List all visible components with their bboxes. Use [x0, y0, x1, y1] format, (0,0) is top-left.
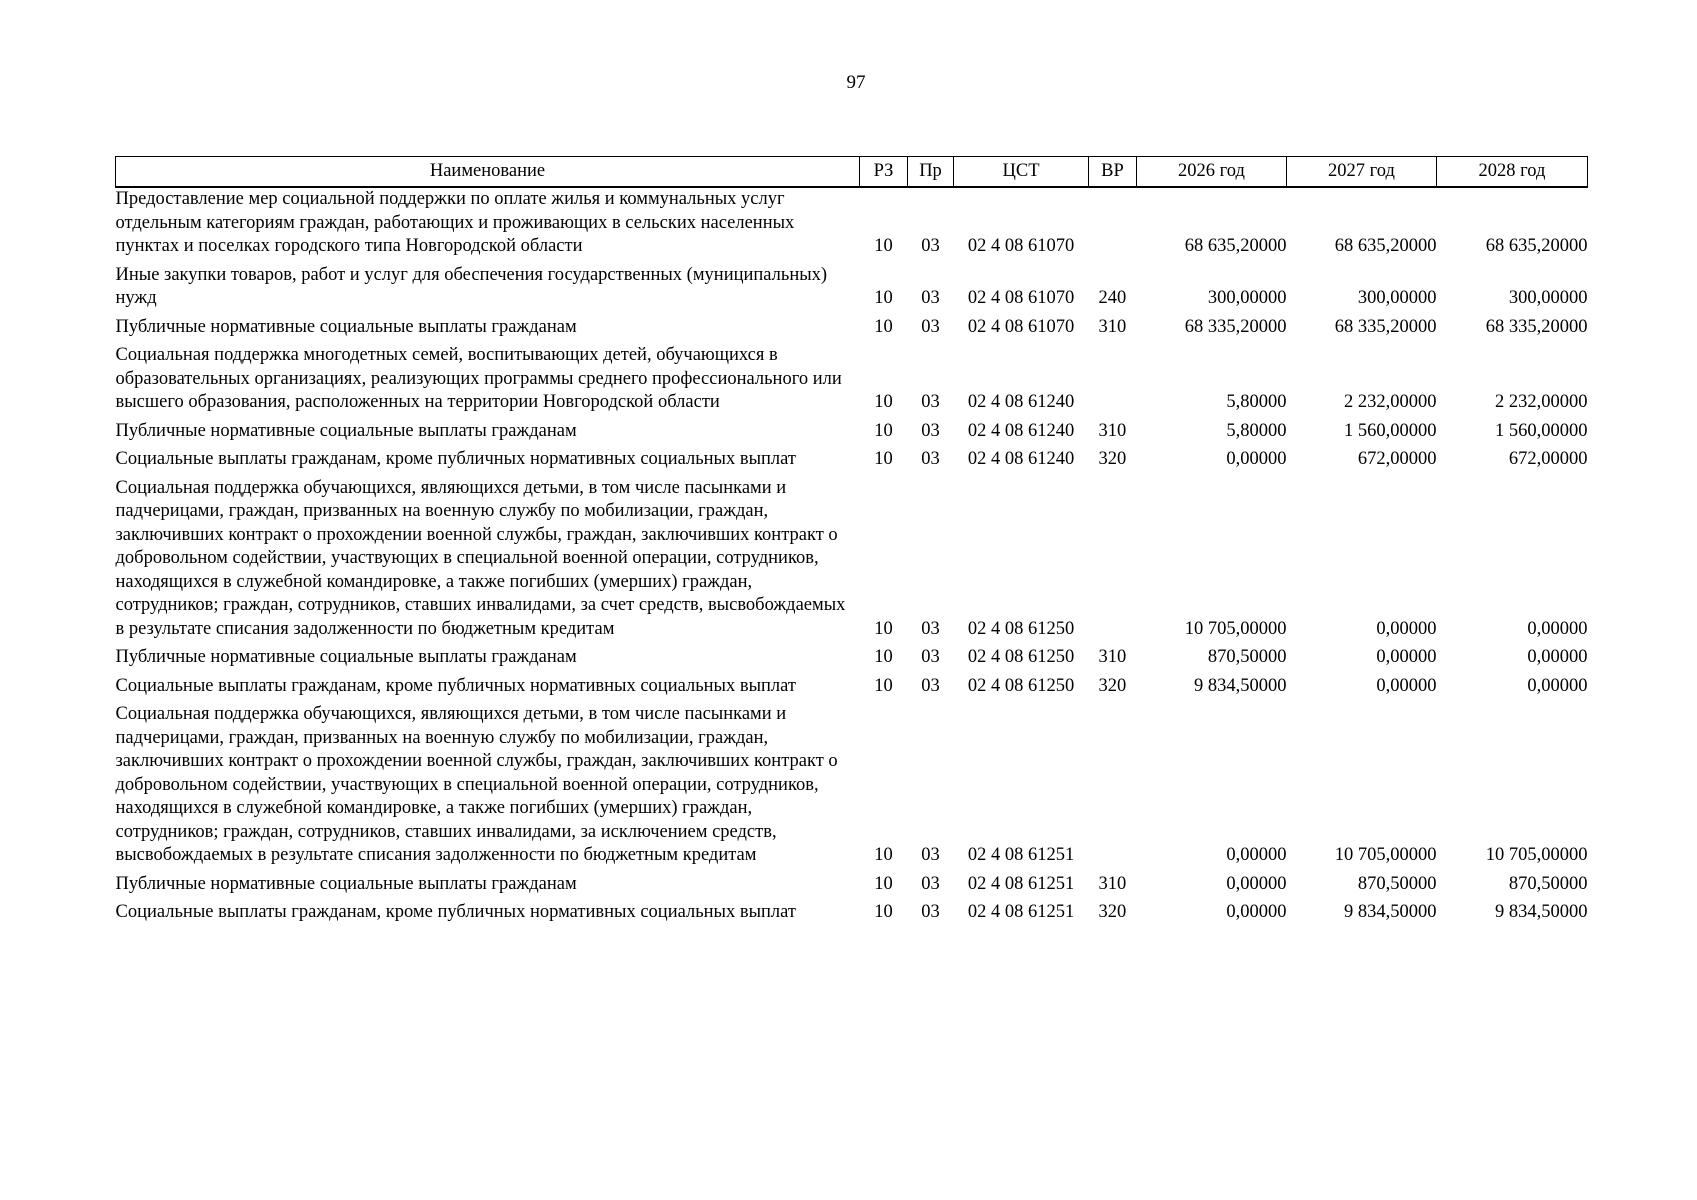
row-vr: 310	[1098, 873, 1127, 894]
row-rz: 10	[874, 316, 893, 337]
row-pr: 03	[921, 845, 940, 865]
row-pr: 03	[921, 449, 940, 469]
row-cst: 02 4 08 61250	[967, 618, 1075, 639]
row-2028: 9 834,50000	[1495, 902, 1588, 922]
row-2026: 68 635,20000	[1184, 236, 1287, 256]
row-cst: 02 4 08 61251	[967, 845, 1075, 865]
table-row	[116, 316, 1588, 345]
row-2028: 870,50000	[1508, 873, 1588, 894]
row-2027: 2 232,00000	[1344, 392, 1437, 412]
header-cst: ЦСТ	[954, 157, 1089, 188]
row-pr: 03	[921, 236, 940, 256]
row-2026: 0,00000	[1226, 902, 1287, 922]
row-2026: 300,00000	[1207, 288, 1287, 308]
header-name: Наименование	[116, 157, 860, 188]
row-vr: 310	[1098, 316, 1127, 337]
row-pr: 03	[921, 675, 940, 696]
row-rz: 10	[874, 902, 893, 922]
table-row	[116, 264, 1588, 316]
budget-table	[115, 156, 1588, 930]
row-2028: 0,00000	[1527, 675, 1588, 696]
row-2027: 9 834,50000	[1344, 902, 1437, 922]
table-row	[116, 477, 1588, 647]
row-2028: 2 232,00000	[1495, 392, 1588, 412]
row-rz: 10	[874, 675, 893, 696]
row-rz: 10	[874, 873, 893, 894]
row-2028: 1 560,00000	[1495, 420, 1588, 441]
row-2028: 0,00000	[1527, 618, 1588, 639]
row-pr: 03	[921, 420, 940, 441]
row-vr	[1089, 187, 1137, 264]
row-2026: 10 705,00000	[1184, 618, 1287, 639]
row-name: Предоставление мер социальной поддержки по оплате жилья и коммунальных услуг отдельным категориям граждан, работающих и проживающих в сельских населенных пунктах и поселках городского типа Новгородской области	[115, 189, 795, 256]
row-name: Публичные нормативные социальные выплаты гражданам	[115, 420, 577, 441]
row-2028: 68 635,20000	[1485, 236, 1588, 256]
row-cst: 02 4 08 61250	[967, 675, 1075, 696]
header-pr: Пр	[908, 157, 954, 188]
row-name: Социальные выплаты гражданам, кроме публичных нормативных социальных выплат	[115, 675, 796, 696]
row-cst: 02 4 08 61070	[967, 236, 1075, 256]
table-row	[116, 420, 1588, 449]
row-cst: 02 4 08 61070	[967, 288, 1075, 308]
row-2027: 300,00000	[1357, 288, 1437, 308]
row-2026: 5,80000	[1226, 392, 1287, 412]
table-row	[116, 187, 1588, 264]
row-cst: 02 4 08 61070	[967, 316, 1075, 337]
row-vr	[1089, 344, 1137, 420]
row-2026: 870,50000	[1207, 647, 1287, 667]
row-rz: 10	[874, 647, 893, 667]
row-vr: 310	[1098, 647, 1127, 667]
row-cst: 02 4 08 61251	[967, 873, 1075, 894]
row-2027: 10 705,00000	[1334, 845, 1437, 865]
table-row	[116, 646, 1588, 675]
row-cst: 02 4 08 61250	[967, 647, 1075, 667]
row-vr: 320	[1098, 675, 1127, 696]
row-rz: 10	[874, 392, 893, 412]
row-2026: 0,00000	[1226, 845, 1287, 865]
row-2028: 672,00000	[1508, 449, 1588, 469]
row-2026: 0,00000	[1226, 873, 1287, 894]
row-2026: 68 335,20000	[1184, 316, 1287, 337]
row-pr: 03	[921, 902, 940, 922]
header-2027: 2027 год	[1287, 157, 1437, 188]
row-rz: 10	[874, 236, 893, 256]
row-name: Социальная поддержка многодетных семей, воспитывающих детей, обучающихся в образовательных организациях, реализующих программы среднего профессионального или высшего образования, расположенных на территории Новгородской области	[115, 345, 842, 412]
row-name: Социальные выплаты гражданам, кроме публичных нормативных социальных выплат	[115, 902, 796, 922]
table-row	[116, 703, 1588, 873]
row-vr: 240	[1098, 288, 1127, 308]
row-vr	[1089, 477, 1137, 647]
row-rz: 10	[874, 420, 893, 441]
budget-table-wrapper	[115, 156, 1587, 930]
row-pr: 03	[921, 647, 940, 667]
row-name: Публичные нормативные социальные выплаты гражданам	[115, 873, 577, 894]
row-name: Иные закупки товаров, работ и услуг для обеспечения государственных (муниципальных) нужд	[115, 264, 828, 308]
row-2026: 0,00000	[1226, 449, 1287, 469]
table-row	[116, 901, 1588, 930]
row-vr: 320	[1098, 902, 1127, 922]
row-vr: 320	[1098, 449, 1127, 469]
row-vr	[1089, 703, 1137, 873]
row-name: Социальная поддержка обучающихся, являющихся детьми, в том числе пасынками и падчерицами, граждан, призванных на военную службу по мобилизации, граждан, заключивших контракт о прохождении военной службы, граждан, заключивших контракт о добровольном содействии, участвующих в специальной военной операции, сотрудников, находящихся в служебной командировке, а также погибших (умерших) граждан, сотрудников; граждан, сотрудников, ставших инвалидами, за счет средств, высвобождаемых в результате списания задолженности по бюджетным кредитам	[115, 477, 846, 639]
table-row	[116, 675, 1588, 704]
row-2027: 0,00000	[1376, 647, 1437, 667]
row-pr: 03	[921, 392, 940, 412]
table-row	[116, 873, 1588, 902]
row-2026: 5,80000	[1226, 420, 1287, 441]
row-cst: 02 4 08 61251	[967, 902, 1075, 922]
row-vr: 310	[1098, 420, 1127, 441]
row-2027: 870,50000	[1357, 873, 1437, 894]
header-2028: 2028 год	[1437, 157, 1588, 188]
table-header-row	[116, 157, 1588, 188]
row-pr: 03	[921, 618, 940, 639]
row-2027: 0,00000	[1376, 675, 1437, 696]
row-2027: 68 335,20000	[1334, 316, 1437, 337]
row-rz: 10	[874, 288, 893, 308]
row-rz: 10	[874, 449, 893, 469]
table-row	[116, 448, 1588, 477]
row-name: Социальные выплаты гражданам, кроме публичных нормативных социальных выплат	[115, 449, 796, 469]
row-name: Публичные нормативные социальные выплаты гражданам	[115, 647, 577, 667]
row-2027: 1 560,00000	[1344, 420, 1437, 441]
row-pr: 03	[921, 873, 940, 894]
row-2028: 0,00000	[1527, 647, 1588, 667]
row-rz: 10	[874, 618, 893, 639]
header-rz: РЗ	[860, 157, 908, 188]
row-2028: 300,00000	[1508, 288, 1588, 308]
row-2027: 672,00000	[1357, 449, 1437, 469]
row-cst: 02 4 08 61240	[967, 392, 1075, 412]
header-vr: ВР	[1089, 157, 1137, 188]
row-2026: 9 834,50000	[1194, 675, 1287, 696]
row-pr: 03	[921, 288, 940, 308]
row-2027: 0,00000	[1376, 618, 1437, 639]
page-number: 97	[846, 72, 866, 93]
row-2027: 68 635,20000	[1334, 236, 1437, 256]
row-cst: 02 4 08 61240	[967, 420, 1075, 441]
row-2028: 68 335,20000	[1485, 316, 1588, 337]
row-name: Социальная поддержка обучающихся, являющихся детьми, в том числе пасынками и падчерицами, граждан, призванных на военную службу по мобилизации, граждан, заключивших контракт о прохождении военной службы, граждан, заключивших контракт о добровольном содействии, участвующих в специальной военной операции, сотрудников, находящихся в служебной командировке, а также погибших (умерших) граждан, сотрудников; граждан, сотрудников, ставших инвалидами, за исключением средств, высвобождаемых в результате списания задолженности по бюджетным кредитам	[115, 704, 838, 865]
row-name: Публичные нормативные социальные выплаты гражданам	[115, 316, 577, 337]
table-row	[116, 344, 1588, 420]
row-pr: 03	[921, 316, 940, 337]
header-2026: 2026 год	[1137, 157, 1287, 188]
row-rz: 10	[874, 845, 893, 865]
row-cst: 02 4 08 61240	[967, 449, 1075, 469]
row-2028: 10 705,00000	[1485, 845, 1588, 865]
